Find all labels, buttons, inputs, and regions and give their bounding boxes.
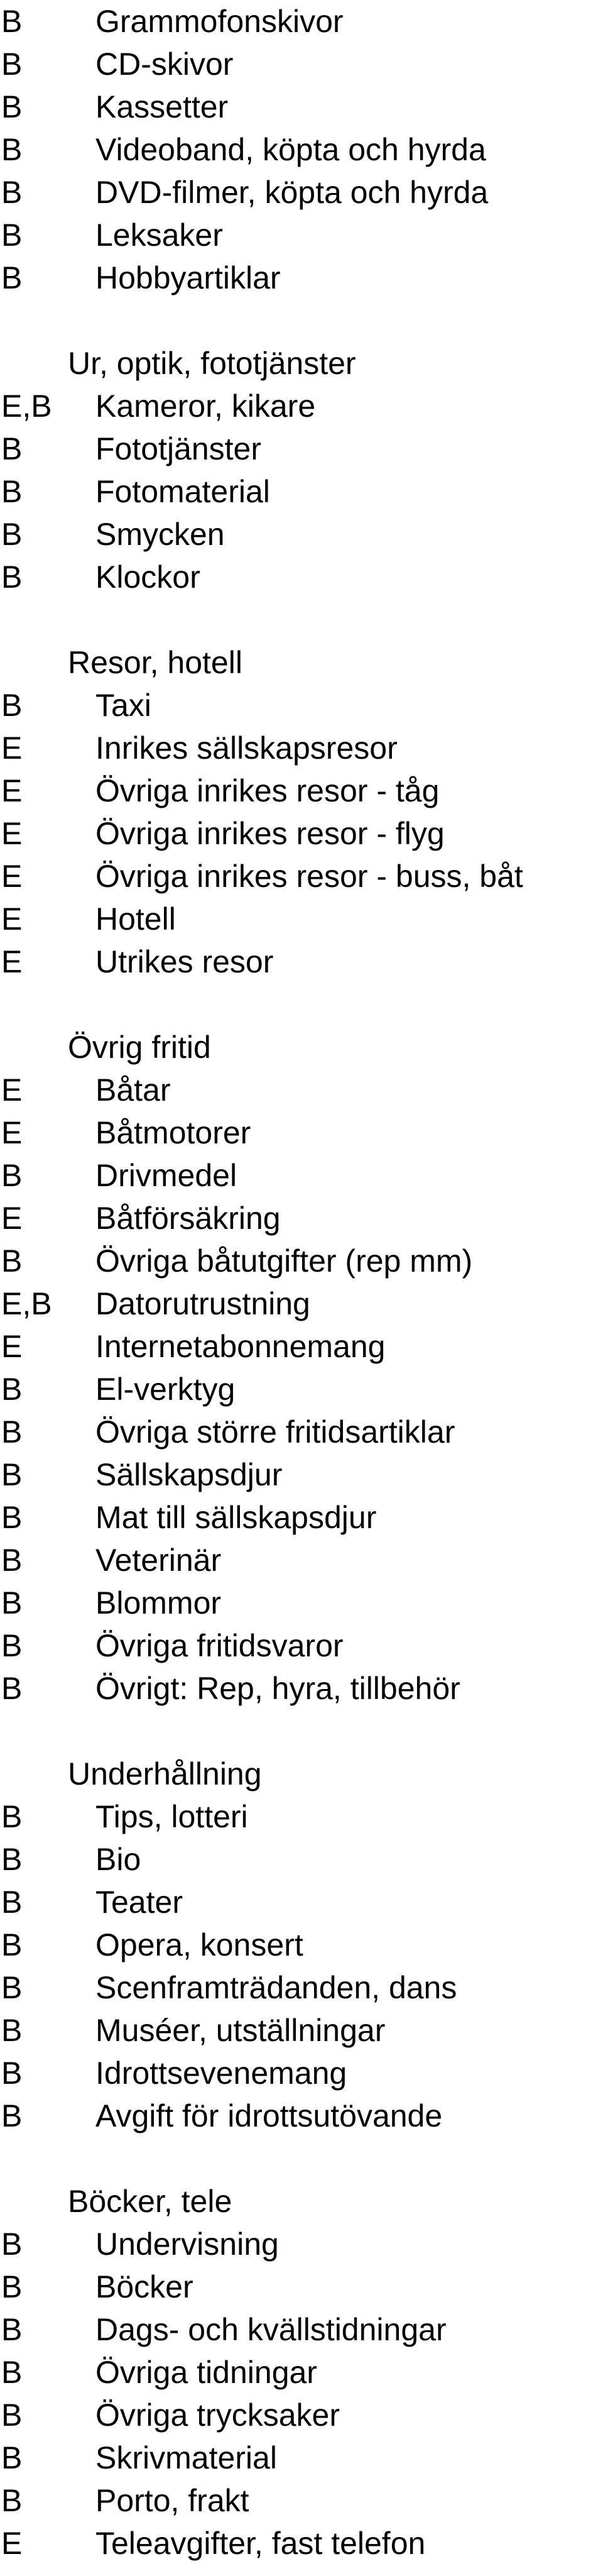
item-code: B	[1, 2397, 23, 2433]
list-item	[0, 1197, 603, 1240]
item-code: B	[1, 1885, 23, 1920]
item-code: B	[1, 2013, 23, 2048]
section-heading	[0, 1026, 603, 1069]
item-label: Tips, lotteri	[95, 1799, 248, 1834]
item-code: B	[1, 2355, 23, 2390]
item-code: B	[1, 2312, 23, 2347]
item-label: Kassetter	[95, 89, 229, 124]
item-label: Övriga inrikes resor - buss, båt	[95, 859, 523, 894]
item-code: B	[1, 474, 23, 509]
section-heading-text: Övrig fritid	[68, 1030, 211, 1065]
section-spacer	[0, 2137, 603, 2180]
list-item	[0, 427, 603, 470]
item-label: Övriga inrikes resor - flyg	[95, 816, 445, 851]
item-label: Skrivmaterial	[95, 2440, 277, 2475]
section-spacer	[0, 983, 603, 1026]
item-code: B	[1, 47, 23, 82]
item-code: B	[1, 2056, 23, 2091]
list-item	[0, 2479, 603, 2522]
list-item	[0, 43, 603, 85]
item-label: Mat till sällskapsdjur	[95, 1500, 377, 1535]
item-code: E,B	[1, 1286, 52, 1321]
list-item	[0, 1282, 603, 1325]
list-item	[0, 2436, 603, 2479]
item-label: Hobbyartiklar	[95, 260, 281, 295]
item-label: Undervisning	[95, 2226, 279, 2262]
list-item	[0, 214, 603, 256]
item-label: DVD-filmer, köpta och hyrda	[95, 175, 489, 210]
item-label: Idrottsevenemang	[95, 2056, 347, 2091]
list-item	[0, 1411, 603, 1453]
item-code: B	[1, 1543, 23, 1578]
item-label: Leksaker	[95, 217, 223, 253]
item-code: B	[1, 1970, 23, 2005]
section-spacer	[0, 1710, 603, 1753]
item-label: Övriga inrikes resor - tåg	[95, 773, 440, 808]
list-item	[0, 1539, 603, 1582]
list-item	[0, 1795, 603, 1838]
item-label: Scenframträdanden, dans	[95, 1970, 457, 2005]
item-code: E	[1, 859, 23, 894]
item-code: B	[1, 1372, 23, 1407]
item-label: Teater	[95, 1885, 183, 1920]
list-item	[0, 2052, 603, 2094]
list-item	[0, 769, 603, 812]
list-item	[0, 1624, 603, 1667]
list-item	[0, 470, 603, 513]
item-label: Kameror, kikare	[95, 388, 316, 424]
list-item	[0, 727, 603, 769]
category-section	[0, 0, 603, 299]
section-spacer	[0, 598, 603, 641]
list-item	[0, 1325, 603, 1368]
item-label: Övriga båtutgifter (rep mm)	[95, 1243, 473, 1279]
list-item	[0, 1667, 603, 1710]
item-label: Videoband, köpta och hyrda	[95, 132, 486, 167]
list-item	[0, 2522, 603, 2565]
list-item	[0, 1111, 603, 1154]
category-section	[0, 983, 603, 1710]
list-item	[0, 1154, 603, 1197]
item-label: Porto, frakt	[95, 2483, 249, 2518]
item-code: B	[1, 89, 23, 124]
item-code: B	[1, 260, 23, 295]
list-item	[0, 2394, 603, 2436]
item-label: Veterinär	[95, 1543, 222, 1578]
list-item	[0, 128, 603, 171]
item-code: B	[1, 1158, 23, 1193]
item-code: E	[1, 773, 23, 808]
category-section	[0, 2137, 603, 2565]
item-label: Teleavgifter, fast telefon	[95, 2526, 426, 2561]
item-label: Fotomaterial	[95, 474, 270, 509]
item-code: B	[1, 1842, 23, 1877]
item-code: B	[1, 2440, 23, 2475]
list-item	[0, 256, 603, 299]
item-code: B	[1, 1414, 23, 1450]
list-item	[0, 940, 603, 983]
item-label: Bio	[95, 1842, 141, 1877]
section-heading-text: Underhållning	[68, 1756, 262, 1792]
item-code: B	[1, 559, 23, 595]
list-item	[0, 684, 603, 727]
item-code: B	[1, 2483, 23, 2518]
item-code: B	[1, 1585, 23, 1621]
item-label: Båtförsäkring	[95, 1201, 281, 1236]
item-label: Övriga fritidsvaror	[95, 1628, 344, 1663]
item-label: Båtar	[95, 1072, 171, 1108]
item-label: Övrigt: Rep, hyra, tillbehör	[95, 1671, 460, 1706]
list-item	[0, 898, 603, 940]
item-label: Hotell	[95, 901, 176, 937]
list-item	[0, 1924, 603, 1966]
item-code: E	[1, 730, 23, 766]
category-section	[0, 598, 603, 983]
item-code: E	[1, 1329, 23, 1364]
item-code: B	[1, 132, 23, 167]
list-item	[0, 2308, 603, 2351]
list-item	[0, 556, 603, 598]
item-code: E	[1, 901, 23, 937]
list-item	[0, 2265, 603, 2308]
section-heading	[0, 342, 603, 385]
list-item	[0, 171, 603, 214]
item-label: El-verktyg	[95, 1372, 236, 1407]
item-code: B	[1, 1243, 23, 1279]
list-item	[0, 2009, 603, 2052]
item-code: B	[1, 1628, 23, 1663]
item-code: B	[1, 1927, 23, 1962]
list-item	[0, 1240, 603, 1282]
item-code: B	[1, 1457, 23, 1492]
section-heading-text: Resor, hotell	[68, 645, 242, 680]
list-item	[0, 1453, 603, 1496]
item-code: E	[1, 1072, 23, 1108]
list-item	[0, 513, 603, 556]
list-item	[0, 855, 603, 898]
item-label: Blommor	[95, 1585, 222, 1621]
item-code: E	[1, 2526, 23, 2561]
section-heading-text: Ur, optik, fototjänster	[68, 346, 356, 381]
list-item	[0, 1881, 603, 1924]
item-label: Internetabonnemang	[95, 1329, 386, 1364]
item-code: B	[1, 1799, 23, 1834]
item-label: Övriga större fritidsartiklar	[95, 1414, 455, 1450]
item-label: Fototjänster	[95, 431, 262, 466]
list-item	[0, 1368, 603, 1411]
list-item	[0, 812, 603, 855]
section-heading	[0, 1753, 603, 1795]
item-code: B	[1, 1500, 23, 1535]
item-code: B	[1, 2269, 23, 2304]
item-label: Drivmedel	[95, 1158, 237, 1193]
list-item	[0, 1582, 603, 1624]
item-label: Opera, konsert	[95, 1927, 303, 1962]
item-code: B	[1, 688, 23, 723]
item-code: E	[1, 1201, 23, 1236]
item-label: Båtmotorer	[95, 1115, 251, 1150]
list-item	[0, 385, 603, 427]
item-label: Utrikes resor	[95, 944, 274, 979]
list-item	[0, 2223, 603, 2265]
section-heading	[0, 641, 603, 684]
item-label: CD-skivor	[95, 47, 234, 82]
category-section	[0, 1710, 603, 2137]
item-code: B	[1, 1671, 23, 1706]
item-code: E	[1, 816, 23, 851]
list-item	[0, 1496, 603, 1539]
section-spacer	[0, 299, 603, 342]
section-heading	[0, 2180, 603, 2223]
item-code: B	[1, 517, 23, 552]
item-code: B	[1, 217, 23, 253]
category-section	[0, 299, 603, 598]
item-code: B	[1, 175, 23, 210]
list-item	[0, 2351, 603, 2394]
list-item	[0, 1069, 603, 1111]
list-item	[0, 1966, 603, 2009]
item-label: Muséer, utställningar	[95, 2013, 386, 2048]
item-label: Grammofonskivor	[95, 4, 344, 39]
item-label: Taxi	[95, 688, 151, 723]
item-code: B	[1, 2226, 23, 2262]
item-code: E,B	[1, 388, 52, 424]
item-label: Övriga trycksaker	[95, 2397, 340, 2433]
item-label: Övriga tidningar	[95, 2355, 317, 2390]
list-item	[0, 0, 603, 43]
item-code: E	[1, 1115, 23, 1150]
list-item	[0, 1838, 603, 1881]
item-label: Böcker	[95, 2269, 193, 2304]
item-label: Inrikes sällskapsresor	[95, 730, 398, 766]
item-label: Dags- och kvällstidningar	[95, 2312, 447, 2347]
item-code: B	[1, 4, 23, 39]
list-item	[0, 2094, 603, 2137]
item-label: Sällskapsdjur	[95, 1457, 283, 1492]
item-code: B	[1, 2098, 23, 2133]
item-label: Smycken	[95, 517, 225, 552]
item-code: E	[1, 944, 23, 979]
item-label: Datorutrustning	[95, 1286, 310, 1321]
list-item	[0, 85, 603, 128]
item-code: B	[1, 431, 23, 466]
item-label: Klockor	[95, 559, 200, 595]
section-heading-text: Böcker, tele	[68, 2184, 232, 2219]
item-label: Avgift för idrottsutövande	[95, 2098, 443, 2133]
